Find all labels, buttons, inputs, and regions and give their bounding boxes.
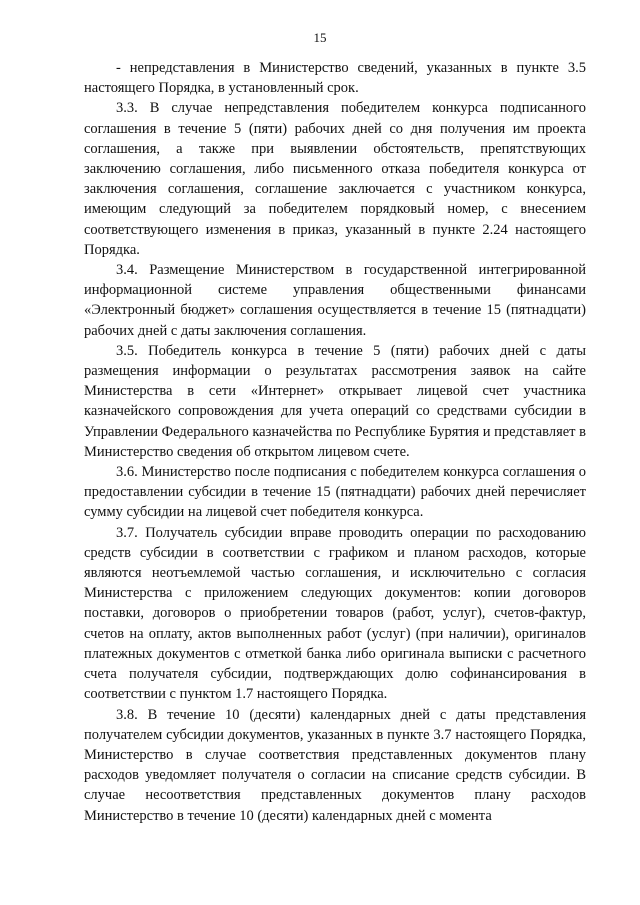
- document-body: [84, 58, 586, 826]
- paragraph-3-3: 3.3. В случае непредставления победителем конкурса подписанного соглашения в течение 5 (пяти) рабочих дней со дня получения им проекта соглашения, а также при выявлении обстоятельств, препятствующих заключению соглашения, либо письменного отказа победителя конкурса от заключения соглашения, соглашение заключается с участником конкурса, имеющим следующий за победителем порядковый номер, с внесением соответствующего изменения в приказ, указанный в пункте 2.24 настоящего Порядка.: [84, 100, 586, 258]
- paragraph-3-8: 3.8. В течение 10 (десяти) календарных дней с даты представления получателем субсидии документов, указанных в пункте 3.7 настоящего Порядка, Министерство в случае соответствия представленных документов плану расходов уведомляет получателя о согласии на списание средств субсидии. В случае несоответствия представленных документов плану расходов Министерство в течение 10 (десяти) календарных дней с момента: [84, 706, 586, 824]
- page-number: 15: [313, 30, 327, 45]
- paragraph-3-5: 3.5. Победитель конкурса в течение 5 (пяти) рабочих дней с даты размещения информации о результатах рассмотрения заявок на сайте Министерства в сети «Интернет» открывает лицевой счет участника казначейского сопровождения для учета операций со средствами субсидии в Управлении Федерального казначейства по Республике Бурятия и представляет в Министерство сведения об открытом лицевом счете.: [84, 342, 586, 460]
- paragraph-3-4: 3.4. Размещение Министерством в государственной интегрированной информационной системе управления общественными финансами «Электронный бюджет» соглашения осуществляется в течение 15 (пятнадцати) рабочих дней с даты заключения соглашения.: [84, 262, 586, 339]
- paragraph-3-7: 3.7. Получатель субсидии вправе проводить операции по расходованию средств субсидии в соответствии с графиком и планом расходов, которые являются неотъемлемой частью соглашения, и исключительно с согласия Министерства с приложением следующих документов: копии договоров поставки, договоров о приобретении товаров (работ, услуг), счетов-фактур, счетов на оплату, актов выполненных работ (услуг) (при наличии), оригиналов платежных документов с отметкой банка либо оригинала выписки с расчетного счета получателя субсидии, подтверждающих долю софинансирования в соответствии с пунктом 1.7 настоящего Порядка.: [84, 524, 586, 703]
- paragraph-item-3-2-clause: - непредставления в Министерство сведений, указанных в пункте 3.5 настоящего Порядка, в установленный срок.: [84, 60, 586, 97]
- paragraph-3-6: 3.6. Министерство после подписания с победителем конкурса соглашения о предоставлении субсидии в течение 15 (пятнадцати) рабочих дней перечисляет сумму субсидии на лицевой счет победителя конкурса.: [84, 464, 586, 521]
